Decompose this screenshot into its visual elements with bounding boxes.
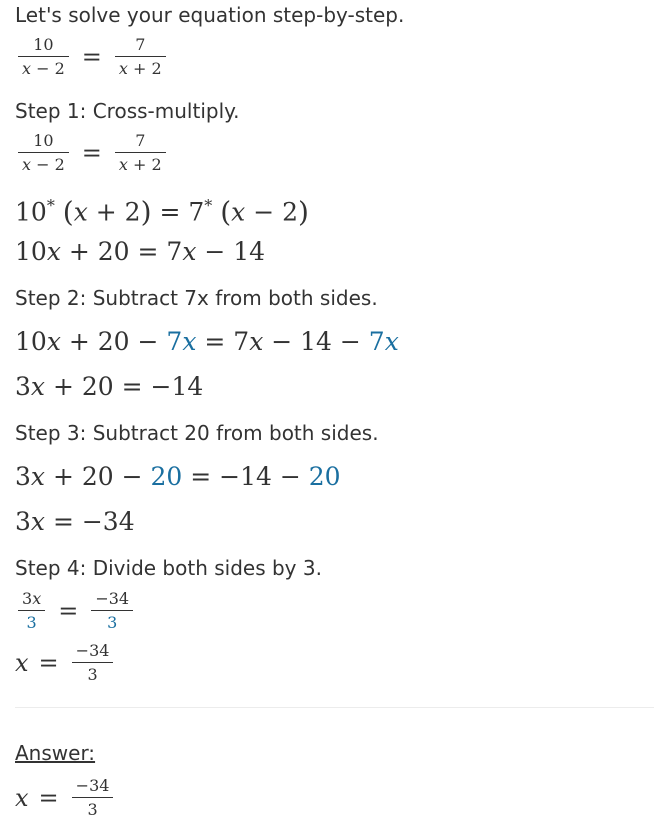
highlight-term: 20 bbox=[308, 462, 341, 491]
step-1-title: Step 1: Cross-multiply. bbox=[15, 99, 240, 123]
step-3-subtract-line: 3x + 20 − 20 = −14 − 20 bbox=[15, 462, 341, 491]
step-1-equation: $\frac{10}{x - 2}$ = $\frac{7}{x + 2}$ bbox=[15, 131, 169, 174]
step-4-result-line: x = $\frac{-34}{3}$ bbox=[15, 641, 116, 684]
step-1-expanded-line: 10x + 20 = 7x − 14 bbox=[15, 237, 266, 266]
rhs-fraction: $\frac{7}{x + 2}$ bbox=[115, 35, 166, 78]
answer-label: Answer: bbox=[15, 741, 96, 765]
step-1-cross-multiply-line: 10* (x + 2) = 7* (x − 2) bbox=[15, 195, 309, 229]
highlight-divisor: 3 bbox=[26, 613, 37, 632]
step-3-result-line: 3x = −34 bbox=[15, 507, 135, 536]
intro-text: Let's solve your equation step-by-step. bbox=[15, 3, 405, 27]
highlight-divisor: 3 bbox=[107, 613, 118, 632]
section-divider bbox=[15, 707, 654, 708]
step-3-title: Step 3: Subtract 20 from both sides. bbox=[15, 421, 379, 445]
step-2-result-line: 3x + 20 = −14 bbox=[15, 372, 204, 401]
step-4-divide-line: $\frac{3x}{3}$ = $\frac{-34}{3}$ bbox=[15, 589, 136, 632]
highlight-term: 7x bbox=[368, 327, 399, 356]
lhs-fraction: $\frac{10}{x - 2}$ bbox=[18, 35, 69, 78]
answer-equation: x = $\frac{-34}{3}$ bbox=[15, 776, 116, 819]
step-2-title: Step 2: Subtract 7x from both sides. bbox=[15, 286, 378, 310]
step-2-subtract-line: 10x + 20 − 7x = 7x − 14 − 7x bbox=[15, 327, 399, 356]
highlight-term: 7x bbox=[166, 327, 197, 356]
step-4-title: Step 4: Divide both sides by 3. bbox=[15, 556, 322, 580]
original-equation: $\frac{10}{x - 2}$ = $\frac{7}{x + 2}$ bbox=[15, 35, 169, 78]
highlight-term: 20 bbox=[150, 462, 183, 491]
